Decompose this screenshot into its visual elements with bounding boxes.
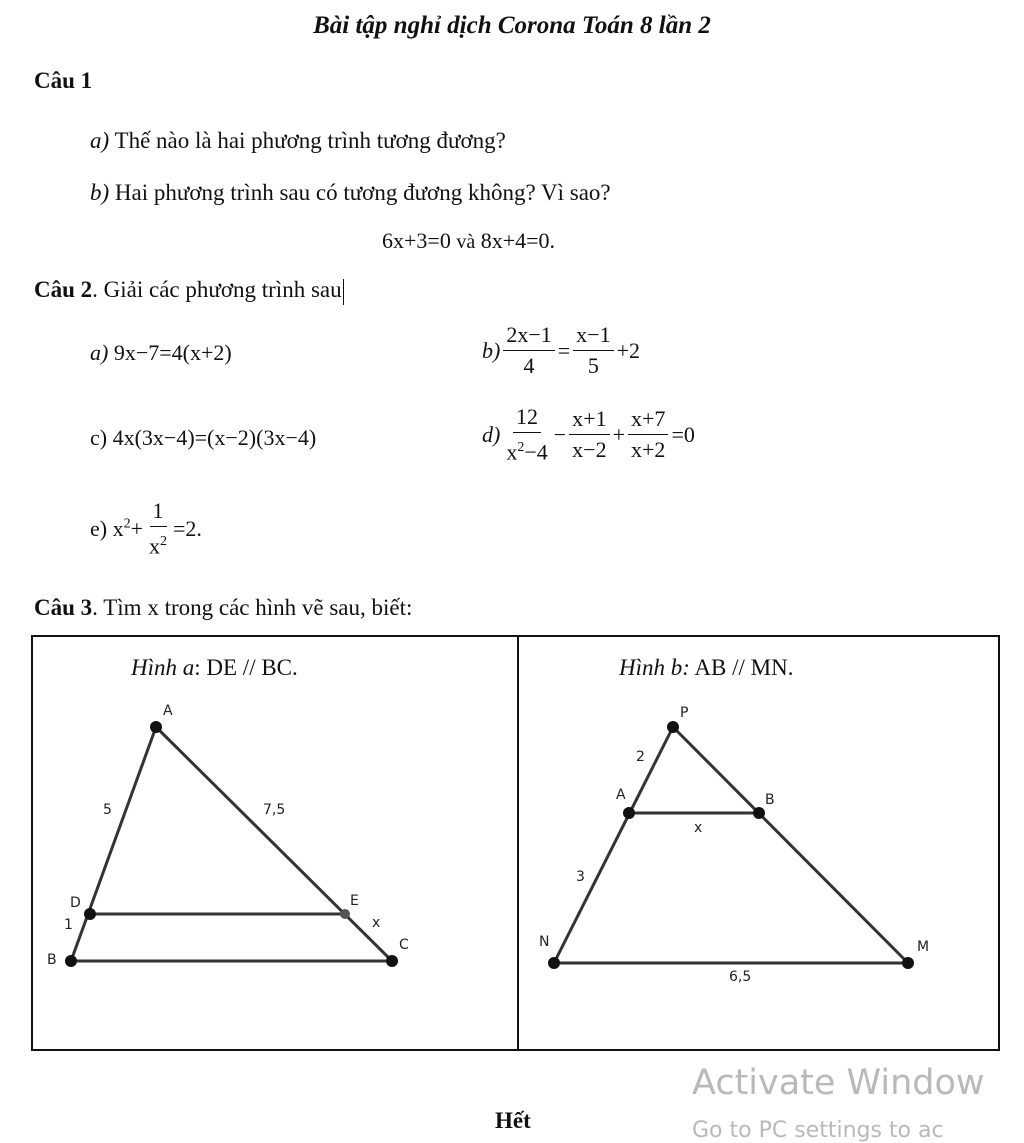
q2-d-num2: x+1 — [569, 406, 609, 435]
q2-b-label: b) — [482, 337, 501, 363]
q2-e-den — [146, 527, 170, 559]
fig-a-label-c: C — [399, 937, 409, 953]
figure-table — [31, 635, 1000, 1051]
q1-eq2: 8x+4=0. — [480, 228, 556, 253]
q2-d-tail: =0 — [671, 421, 695, 447]
q2-d-num3: x+7 — [628, 406, 668, 435]
fig-a-length-db: 1 — [64, 917, 73, 933]
text-cursor — [343, 279, 345, 305]
fig-a-length-ae: 7,5 — [263, 802, 286, 818]
fig-a-length-ec: x — [372, 915, 381, 931]
q1-b-label: b) — [90, 180, 110, 205]
fig-b-diagram — [519, 637, 999, 1049]
q2-c-label: c) — [90, 425, 108, 450]
q1-a-label: a) — [90, 128, 110, 153]
fig-b-label-b: B — [765, 792, 775, 808]
end-mark: Hết — [495, 1108, 531, 1133]
q2-b-frac2 — [573, 322, 613, 379]
q2-e-den-base: x — [149, 533, 161, 559]
q2-e-base: x — [112, 515, 124, 541]
fig-a-length-ad: 5 — [103, 802, 112, 818]
q2-text: . Giải các phương trình sau — [92, 277, 342, 302]
q2-e-frac — [146, 498, 170, 559]
fig-a-caption-italic: Hình a — [131, 655, 195, 680]
fig-a-point-c — [386, 955, 398, 967]
fig-b-side-pn — [554, 727, 673, 963]
q2-heading-line — [34, 277, 344, 305]
q2-d-op1: − — [553, 421, 567, 447]
q1-eq1: 6x+3=0 — [382, 228, 451, 253]
q1-a-text: Thế nào là hai phương trình tương đương? — [114, 128, 506, 153]
q2-a-label: a) — [90, 340, 109, 365]
activation-watermark-title: Activate Window — [692, 1063, 985, 1103]
fig-a-label-d: D — [70, 895, 81, 911]
q1-equations — [382, 228, 555, 254]
q2-d-op2: + — [612, 421, 626, 447]
q2-d-den3: x+2 — [631, 437, 666, 463]
q2-b-num1: 2x−1 — [503, 322, 554, 351]
q2-d-den1-exp: 2 — [517, 440, 525, 455]
q2-d-frac1 — [503, 404, 550, 465]
q2-d-num1: 12 — [513, 404, 541, 433]
activation-watermark-subtitle: Go to PC settings to ac — [692, 1118, 944, 1143]
fig-b-length-nm: 6,5 — [729, 969, 752, 985]
q2-d-frac3 — [628, 406, 668, 463]
document-title: Bài tập nghỉ dịch Corona Toán 8 lần 2 — [313, 12, 711, 39]
q2-b-tail: +2 — [616, 337, 641, 363]
q3-text: . Tìm x trong các hình vẽ sau, biết: — [92, 595, 413, 620]
fig-a-label-e: E — [350, 893, 359, 909]
q2-e-den-exp: 2 — [160, 534, 168, 549]
q2-d — [482, 404, 695, 465]
fig-b-point-p — [667, 721, 679, 733]
fig-a-diagram — [33, 637, 517, 1049]
fig-b-label-m: M — [917, 939, 930, 955]
q2-d-den1 — [503, 433, 550, 465]
q2-b-num2: x−1 — [573, 322, 613, 351]
q2-e — [90, 498, 202, 559]
fig-b-label-n: N — [539, 934, 550, 950]
fig-a-side-ac — [156, 727, 392, 961]
fig-b-length-an: 3 — [576, 869, 585, 885]
fig-b-point-b — [753, 807, 765, 819]
q1-heading: Câu 1 — [34, 68, 93, 93]
q2-b-den2: 5 — [587, 353, 599, 378]
q1-b-text: Hai phương trình sau có tương đương không? Vì sao? — [114, 180, 611, 205]
q2-heading: Câu 2 — [34, 277, 93, 302]
q2-d-den1-tail: −4 — [524, 439, 548, 465]
q2-d-den2: x−2 — [572, 437, 607, 463]
q1-part-b — [90, 180, 611, 206]
fig-b-point-a — [623, 807, 635, 819]
fig-a-point-e — [340, 909, 350, 919]
q2-d-frac2 — [569, 406, 609, 463]
q1-part-a — [90, 128, 506, 154]
fig-b-caption-rest: AB // MN. — [689, 655, 794, 680]
q2-b-den1: 4 — [523, 353, 535, 378]
q2-b-op: = — [557, 337, 571, 363]
fig-a-label-b: B — [47, 952, 57, 968]
fig-a-caption-rest: : DE // BC. — [194, 655, 298, 680]
fig-a-label-a: A — [163, 703, 173, 719]
fig-b-point-m — [902, 957, 914, 969]
q2-e-label: e) — [90, 515, 108, 541]
fig-b-caption-italic: Hình b: — [619, 655, 690, 680]
q2-b — [482, 322, 640, 379]
fig-b-point-n — [548, 957, 560, 969]
fig-b-label-a: A — [616, 787, 626, 803]
q2-b-frac1 — [503, 322, 554, 379]
fig-a-side-ab — [71, 727, 156, 961]
q2-e-exp: 2 — [123, 516, 131, 532]
fig-a-point-a — [150, 721, 162, 733]
q3-heading: Câu 3 — [34, 595, 93, 620]
fig-b-side-pm — [673, 727, 908, 963]
fig-b-label-p: P — [680, 705, 689, 721]
fig-b-length-pa: 2 — [636, 749, 645, 765]
q2-e-op: + — [130, 515, 144, 541]
q2-c — [90, 425, 316, 451]
q3-heading-line — [34, 595, 412, 621]
q2-e-term — [113, 516, 131, 542]
q1-conj: và — [456, 231, 476, 253]
q2-c-expr: 4x(3x−4)=(x−2)(3x−4) — [112, 425, 317, 450]
q2-e-num: 1 — [150, 498, 167, 527]
q2-d-label: d) — [482, 421, 501, 447]
q2-a — [90, 340, 232, 366]
fig-a-point-b — [65, 955, 77, 967]
fig-a-point-d — [84, 908, 96, 920]
fig-b-length-ab: x — [694, 820, 703, 836]
q2-d-den1-base: x — [506, 439, 518, 465]
q2-a-expr: 9x−7=4(x+2) — [113, 340, 232, 365]
q2-e-tail: =2. — [173, 515, 202, 541]
